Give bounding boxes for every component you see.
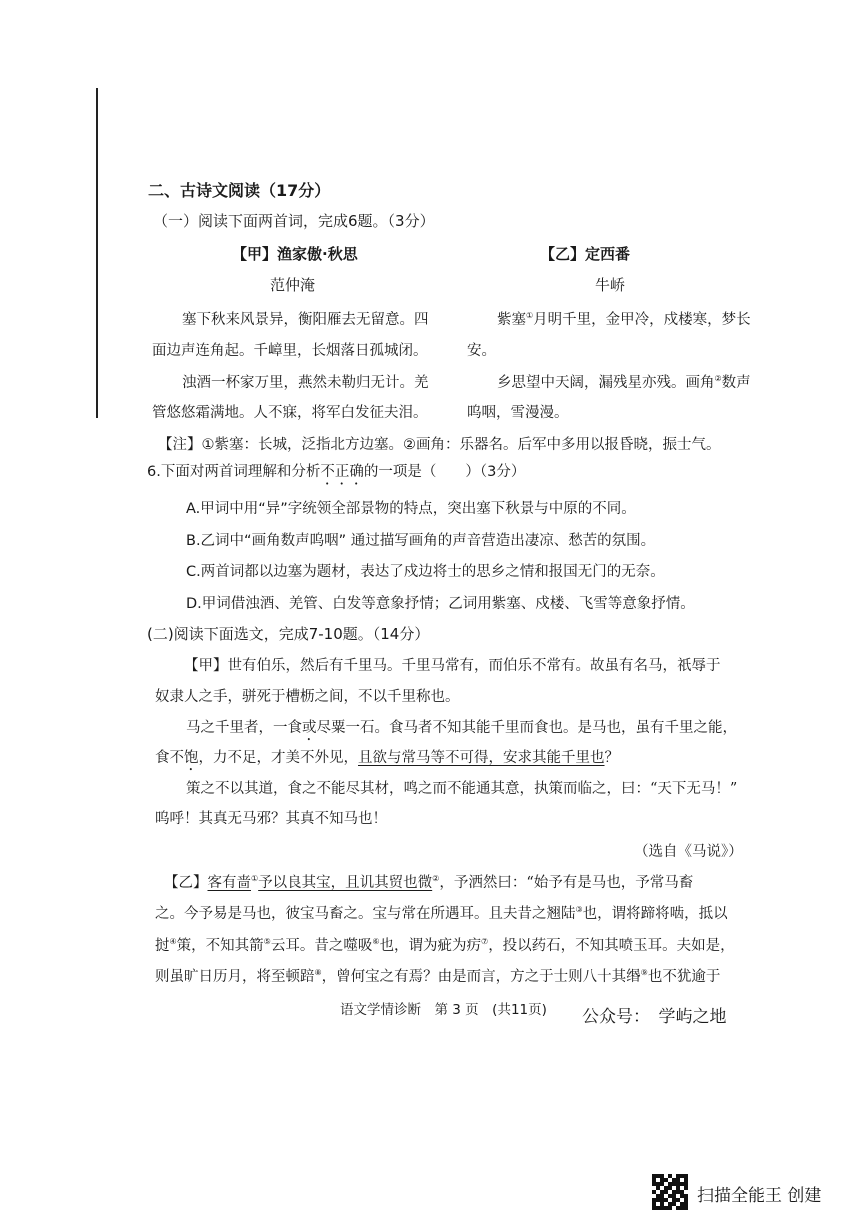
poem-b-line: 呜咽，雪漫漫。 bbox=[467, 405, 569, 421]
question-6-option: A.甲词中用“异”字统领全部景物的特点，突出塞下秋景与中原的不同。 bbox=[186, 501, 636, 517]
poem-b-line: 乡思望中天阔，漏残星亦残。画角②数声 bbox=[497, 374, 751, 391]
passage-b-line: 【乙】客有啬①予以良其宝，且讥其贸也微②，予洒然曰：“始予有是马也，予常马畜 bbox=[164, 874, 694, 891]
poem-a-author: 范仲淹 bbox=[270, 276, 316, 294]
passage-b-line: 挝④策，不知其箭⑤云耳。昔之噬吸⑥也，谓为疵为疠⑦，投以药石，不知其喷玉耳。夫如是， bbox=[155, 937, 735, 954]
poem-b-author: 牛峤 bbox=[595, 276, 626, 294]
poem-a-line: 面边声连角起。千嶂里，长烟落日孤城闭。 bbox=[152, 343, 428, 359]
scanner-brand-text: 扫描全能王 创建 bbox=[697, 1186, 822, 1206]
question-6-option: C.两首词都以边塞为题材，表达了戍边将士的思乡之情和报国无门的无奈。 bbox=[186, 564, 665, 580]
passage-a-line: 食不饱，力不足，才美不外见，且欲与常马等不可得，安求其能千里也？ bbox=[155, 750, 619, 766]
poem-a-line: 塞下秋来风景异，衡阳雁去无留意。四 bbox=[182, 312, 429, 328]
question-6-option: D.甲词借浊酒、羌管、白发等意象抒情；乙词用紫塞、戍楼、飞雪等意象抒情。 bbox=[186, 596, 695, 612]
page-number-footer: 语文学情诊断 第 3 页 (共11页) bbox=[340, 1002, 547, 1018]
poem-b-title: 【乙】定西番 bbox=[540, 245, 631, 263]
passage-a-line: 马之千里者，一食或尽粟一石。食马者不知其能千里而食也。是马也，虽有千里之能， bbox=[186, 720, 737, 736]
passage-a-line: 奴隶人之手，骈死于槽枥之间，不以千里称也。 bbox=[155, 689, 460, 705]
passage-source: （选自《马说》） bbox=[634, 844, 743, 860]
qr-code-icon bbox=[652, 1174, 688, 1210]
poem-notes: 【注】①紫塞：长城，泛指北方边塞。②画角：乐器名。后军中多用以报昏晓，振士气。 bbox=[158, 437, 721, 453]
passage-a-line: 【甲】世有伯乐，然后有千里马。千里马常有，而伯乐不常有。故虽有名马，祇辱于 bbox=[184, 658, 721, 674]
question-6-option: B.乙词中“画角数声呜咽” 通过描写画角的声音营造出凄凉、愁苦的氛围。 bbox=[186, 533, 656, 549]
part1-heading: （一）阅读下面两首词，完成6题。（3分） bbox=[153, 212, 435, 230]
poem-a-line: 浊酒一杯家万里，燕然未勒归无计。羌 bbox=[182, 375, 429, 391]
poem-a-title: 【甲】渔家傲·秋思 bbox=[232, 245, 358, 263]
passage-b-line: 之。今予易是马也，彼宝马畜之。宝与常在所遇耳。且夫昔之翘陆③也，谓将蹄将啮，抵以 bbox=[155, 905, 728, 922]
passage-a-line: 策之不以其道，食之不能尽其材，鸣之而不能通其意，执策而临之，曰：“天下无马！” bbox=[186, 781, 738, 797]
part2-heading: (二)阅读下面选文，完成7-10题。（14分） bbox=[147, 625, 430, 643]
passage-a-line: 呜呼！其真无马邪？其真不知马也！ bbox=[155, 811, 387, 827]
passage-b-line: 则虽旷日历月，将至顿踣⑧，曾何宝之有焉？由是而言，方之于士则八十其缗⑨也不犹逾于 bbox=[155, 968, 721, 985]
watermark-text: 公众号： 学屿之地 bbox=[582, 1007, 727, 1027]
binding-margin-line bbox=[96, 88, 98, 418]
poem-b-line: 安。 bbox=[467, 343, 496, 359]
poem-b-line: 紫塞①月明千里，金甲冷，戍楼寒，梦长 bbox=[497, 311, 751, 328]
poem-a-line: 管悠悠霜满地。人不寐，将军白发征夫泪。 bbox=[152, 405, 428, 421]
section-title: 二、古诗文阅读（17分） bbox=[148, 181, 331, 200]
question-6-stem: 6.下面对两首词理解和分析不正确的一项是（ ）（3分） bbox=[147, 464, 526, 480]
